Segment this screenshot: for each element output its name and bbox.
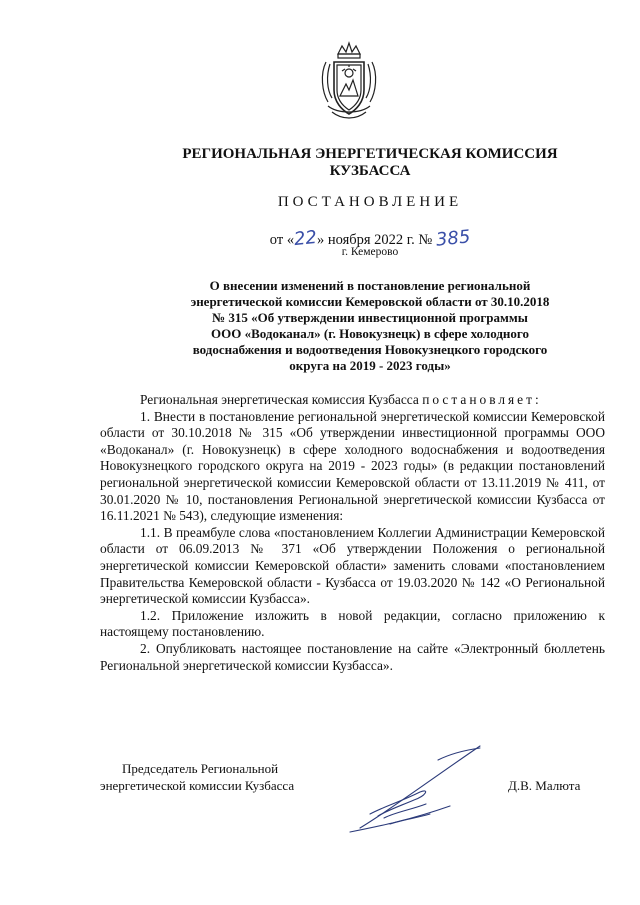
document-body <box>100 392 605 674</box>
paragraph-1: 1. Внести в постановление региональной энергетической комиссии Кемеровской области от 30.10.2018 № 315 «Об утверждении инвестиционной программы ООО «Водоканал» (г. Новокузнецк) в сфере холодного водоснабжения и водоотведения Новокузнецкого городского округа на 2019 - 2023 годы» (в редакции постановлений региональной энергетической комиссии Кемеровской области от 13.11.2019 № 411, от 30.01.2020 № 10, постановления Региональной энергетической комиссии Кузбасса от 16.11.2021 № 543), следующие изменения: <box>100 408 605 524</box>
document-title <box>130 278 610 374</box>
title-line: округа на 2019 - 2023 годы» <box>289 358 451 373</box>
document-number-handwritten: 385 <box>434 226 472 251</box>
coat-of-arms-icon <box>318 40 380 122</box>
intro-paragraph <box>100 392 605 409</box>
intro-text: Региональная энергетическая комиссия Кузбасса <box>140 392 419 407</box>
date-day-handwritten: 22 <box>293 226 319 251</box>
organization-name <box>160 146 580 180</box>
signatory-position-line1: Председатель Региональной <box>122 761 279 776</box>
intro-resolves: постановляет: <box>422 392 542 407</box>
title-line: № 315 «Об утверждении инвестиционной программы <box>212 310 528 325</box>
organization-name-line1: РЕГИОНАЛЬНАЯ ЭНЕРГЕТИЧЕСКАЯ КОМИССИЯ <box>182 146 558 162</box>
title-line: энергетической комиссии Кемеровской области от 30.10.2018 <box>190 294 550 309</box>
paragraph-1-2: 1.2. Приложение изложить в новой редакции, согласно приложению к настоящему постановлению. <box>100 607 605 640</box>
signatory-position <box>100 760 294 794</box>
title-line: водоснабжения и водоотведения Новокузнецкого городского <box>192 342 548 357</box>
paragraph-2: 2. Опубликовать настоящее постановление на сайте «Электронный бюллетень Региональной энергетической комиссии Кузбасса». <box>100 640 605 673</box>
handwritten-signature-icon <box>330 740 500 840</box>
date-prefix: от « <box>269 232 295 248</box>
title-line: О внесении изменений в постановление региональной <box>209 278 531 293</box>
date-month-year: » ноября 2022 г. № <box>316 232 433 248</box>
title-line: ООО «Водоканал» (г. Новокузнецк) в сфере холодного <box>210 326 530 341</box>
document-type: ПОСТАНОВЛЕНИЕ <box>277 194 463 210</box>
paragraph-1-1: 1.1. В преамбуле слова «постановлением Коллегии Администрации Кемеровской области от 06.09.2013 № 371 «Об утверждении Положения о региональной энергетической комиссии Кемеровской области» заменить словами «постановлением Правительства Кемеровской области - Кузбасса от 19.03.2020 № 142 «О Региональной энергетической комиссии Кузбасса». <box>100 524 605 607</box>
document-city: г. Кемерово <box>341 246 399 258</box>
signatory-name: Д.В. Малюта <box>508 778 581 793</box>
organization-name-line2: КУЗБАССА <box>329 163 411 179</box>
signatory-position-line2: энергетической комиссии Кузбасса <box>100 778 295 793</box>
